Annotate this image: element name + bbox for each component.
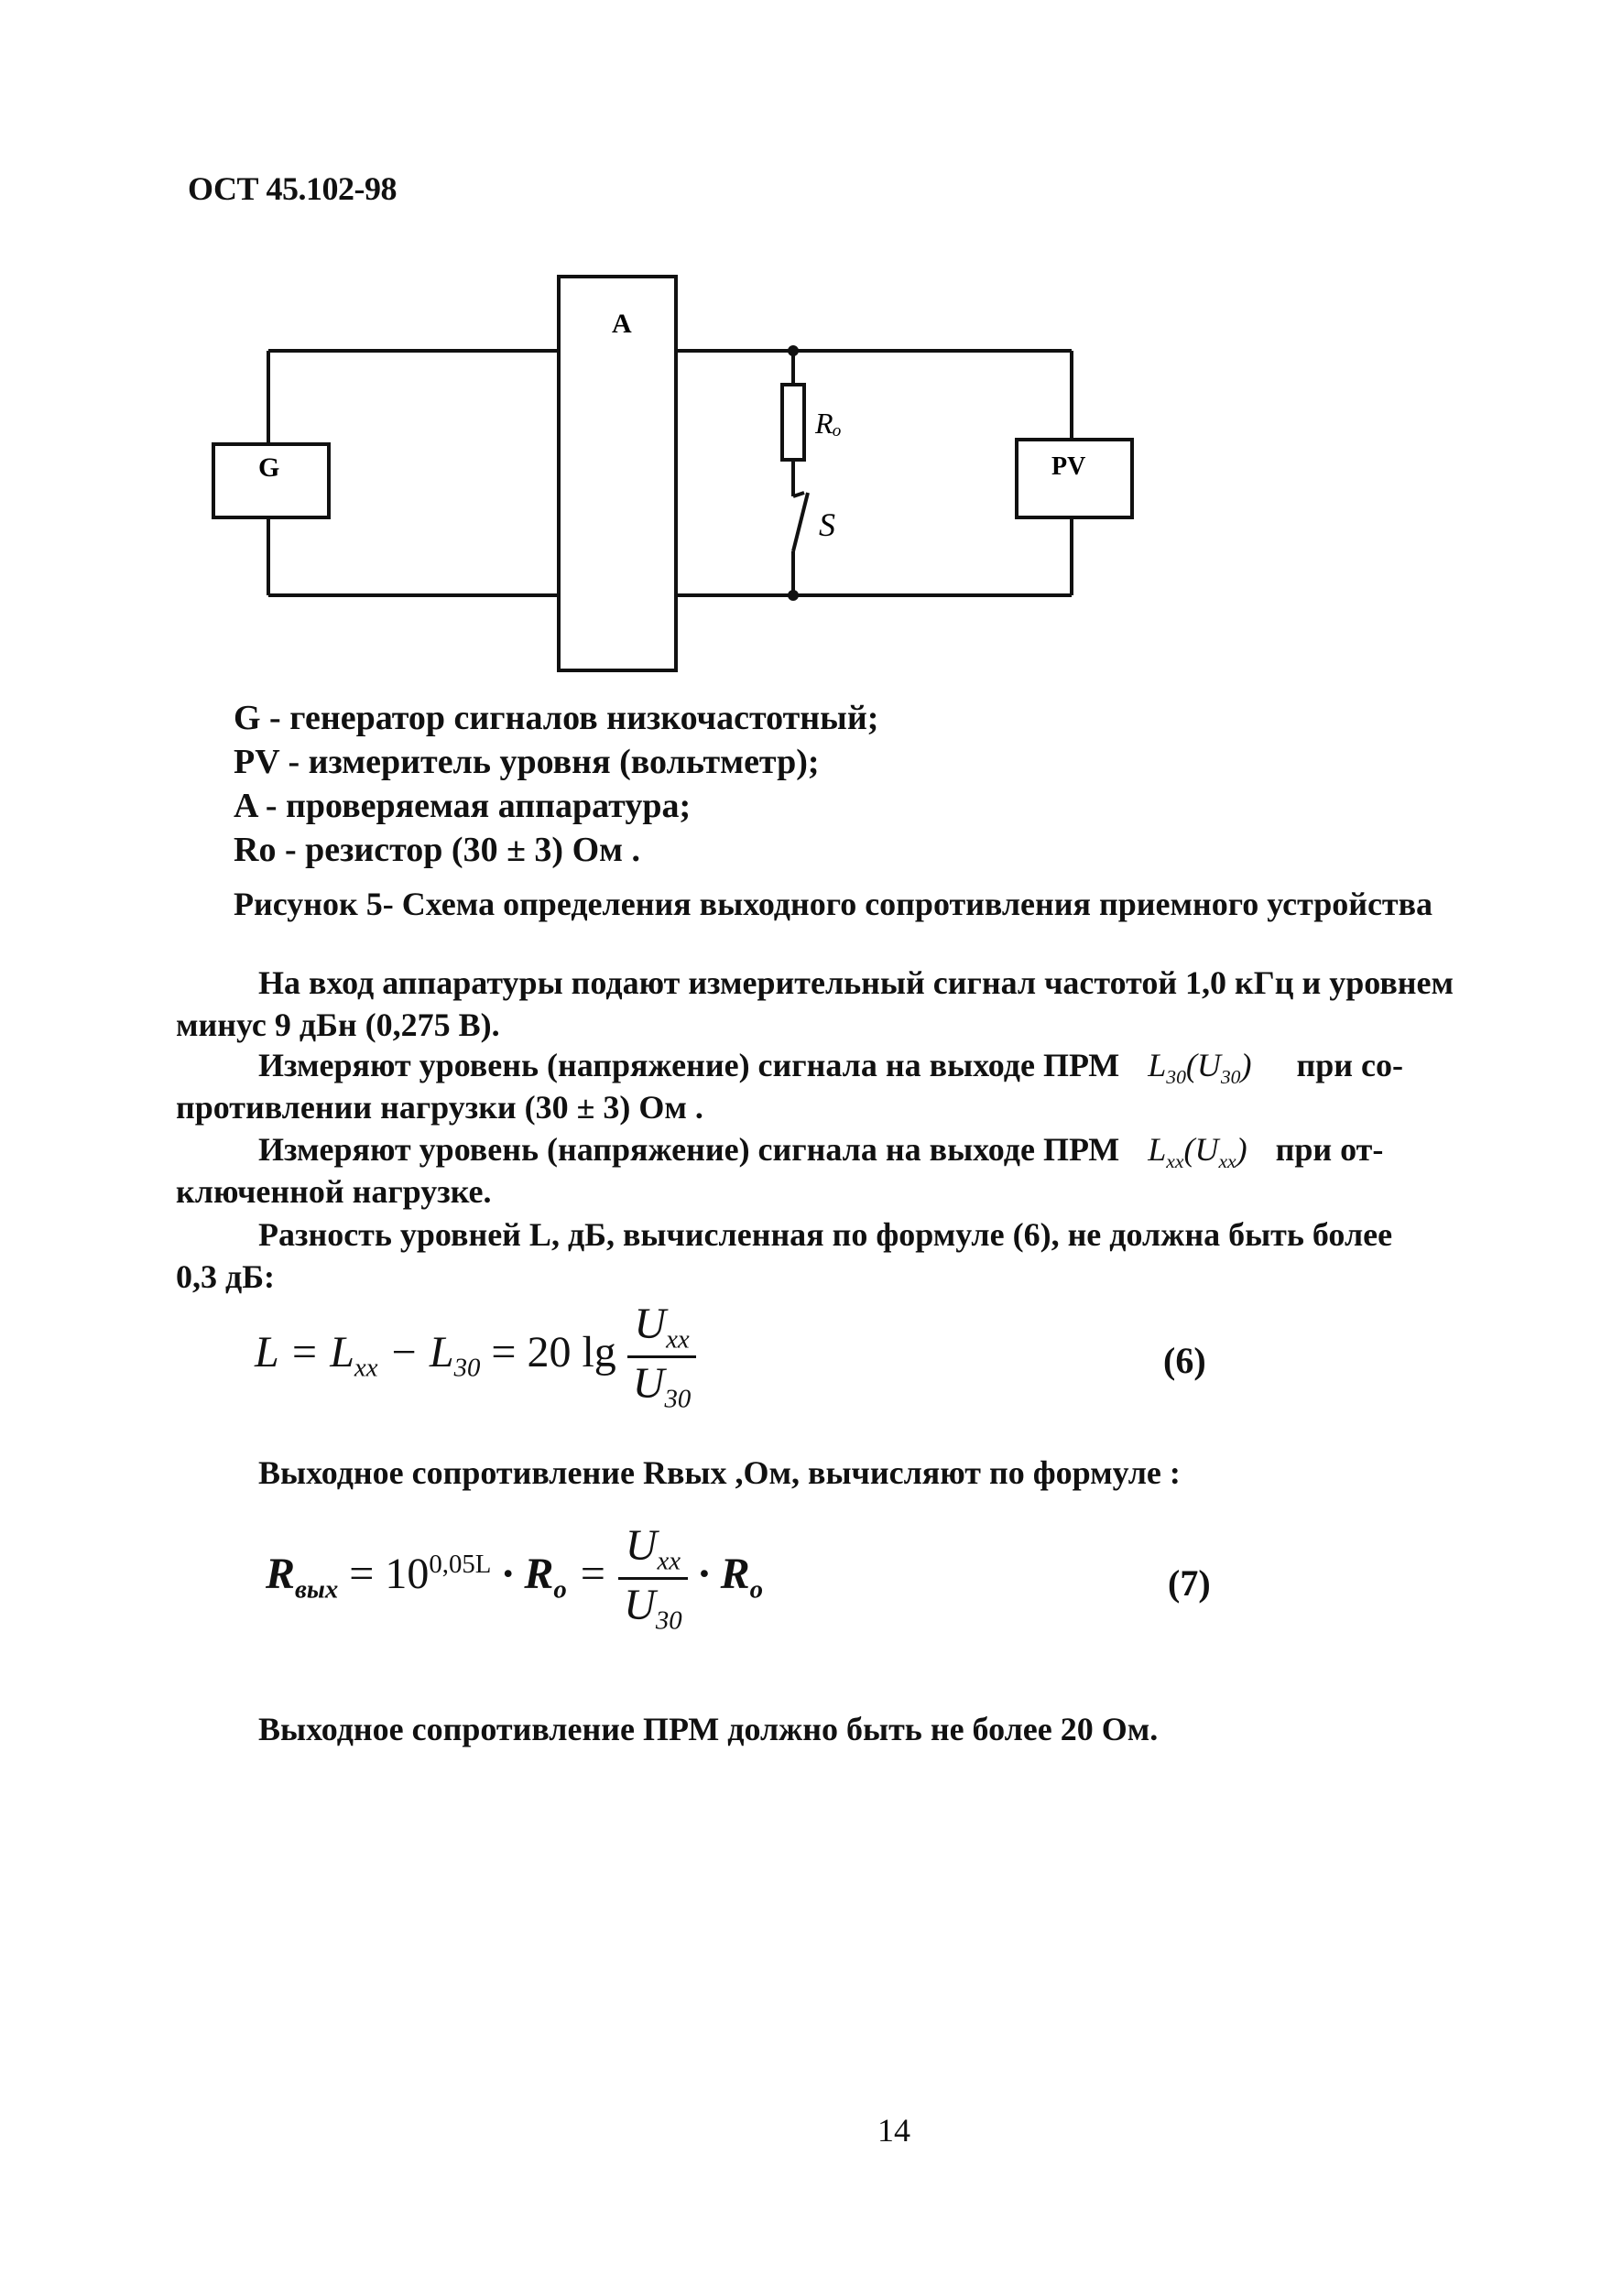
paragraph-1-line-2: минус 9 дБн (0,275 В). — [176, 1007, 500, 1043]
equation-number-6: (6) — [1163, 1340, 1206, 1381]
paragraph-4-line-1: Разность уровней L, дБ, вычисленная по формуле (6), не должна быть более — [258, 1216, 1393, 1253]
paragraph-4-line-2: 0,3 дБ: — [176, 1258, 275, 1295]
equation-number-7: (7) — [1168, 1562, 1211, 1604]
block-pv-label: PV — [1051, 452, 1086, 481]
circuit-diagram — [183, 256, 1191, 696]
resistor-label: Rₒ — [815, 407, 842, 440]
legend-item: PV - измеритель уровня (вольтметр); — [234, 743, 820, 781]
junction-bottom — [788, 590, 799, 601]
legend-item: Ro - резистор (30 ± 3) Ом . — [234, 831, 641, 869]
legend-item: A - проверяемая аппаратура; — [234, 787, 692, 825]
resistor-ro — [782, 385, 804, 460]
paragraph-2-line-1: Измеряют уровень (напряжение) сигнала на выходе ПРМ $L_{30}(U_{30})$ при со- — [258, 1047, 1403, 1089]
paragraph-3-line-1: Измеряют уровень (напряжение) сигнала на выходе ПРМ $L_{xx}(U_{xx})$ при от- — [258, 1131, 1384, 1173]
block-a-label: A — [612, 309, 632, 339]
paragraph-2-line-2: противлении нагрузки (30 ± 3) Ом . — [176, 1089, 703, 1126]
switch-s-blade — [793, 493, 808, 551]
formula-6-fraction: $\frac{U_{xx}}{U_{30}}$ — [627, 1299, 696, 1414]
document-code: ОСТ 45.102-98 — [188, 170, 397, 207]
paragraph-6: Выходное сопротивление ПРМ должно быть не более 20 Ом. — [258, 1711, 1159, 1747]
junction-top — [788, 345, 799, 356]
figure-caption: Рисунок 5- Схема определения выходного сопротивления приемного устройства — [234, 886, 1433, 922]
formula-7: $R_{вых} = 10^{0,05L} \cdot R_o$ = $\frac{U_{xx}}{U_{30}}$ · $R_o$ — [266, 1521, 764, 1636]
paragraph-3-line-2: ключенной нагрузке. — [176, 1173, 492, 1210]
figure-legend — [234, 696, 878, 872]
page-number: 14 — [877, 2112, 910, 2149]
switch-label: S — [819, 506, 835, 543]
legend-item: G - генератор сигналов низкочастотный; — [234, 699, 879, 737]
paragraph-5: Выходное сопротивление Rвых ,Ом, вычисляют по формуле : — [258, 1454, 1181, 1491]
paragraph-1-line-1: На вход аппаратуры подают измерительный сигнал частотой 1,0 кГц и уровнем — [258, 964, 1454, 1001]
formula-6: $L = L_{xx} - L_{30} = 20$ lg $\frac{U_{xx}}{U_{30}}$ — [255, 1299, 696, 1414]
formula-7-fraction: $\frac{U_{xx}}{U_{30}}$ — [618, 1520, 687, 1636]
block-g-label: G — [258, 452, 280, 483]
